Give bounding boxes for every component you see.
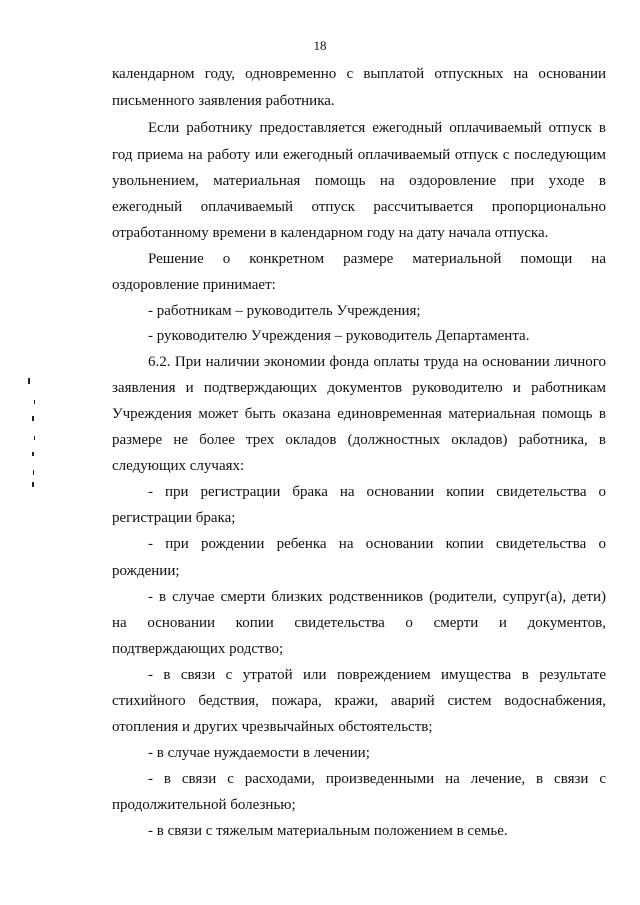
text-line: - при рождении ребенка на основании копии свидетельства о — [148, 536, 606, 552]
text-line: рождении; — [112, 563, 180, 579]
text-line: - работникам – руководитель Учреждения; — [148, 303, 421, 319]
page-number: 18 — [313, 38, 327, 53]
text-line: увольнением, материальная помощь на оздоровление при уходе в — [112, 173, 606, 189]
text-line: отработанному времени в календарном году на дату начала отпуска. — [112, 225, 549, 241]
text-line: - руководителю Учреждения – руководитель Департамента. — [148, 328, 530, 344]
text-line: регистрации брака; — [112, 510, 236, 526]
text-line: продолжительной болезнью; — [112, 797, 296, 813]
text-line: Учреждения может быть оказана единовременная материальная помощь в — [112, 406, 606, 422]
margin-scan-marks — [26, 378, 40, 488]
text-line: заявления и подтверждающих документов руководителю и работникам — [112, 380, 606, 396]
text-line: Решение о конкретном размере материальной помощи на — [148, 251, 606, 267]
text-line: письменного заявления работника. — [112, 93, 335, 109]
text-line: 6.2. При наличии экономии фонда оплаты труда на основании личного — [148, 354, 606, 370]
text-line: отопления и других чрезвычайных обстоятельств; — [112, 719, 433, 735]
text-line: - в связи с расходами, произведенными на лечение, в связи с — [148, 771, 606, 787]
text-line: год приема на работу или ежегодный оплачиваемый отпуск с последующим — [112, 147, 606, 163]
text-line: календарном году, одновременно с выплатой отпускных на основании — [112, 66, 606, 82]
text-line: - в связи с тяжелым материальным положением в семье. — [148, 823, 508, 839]
text-line: - при регистрации брака на основании копии свидетельства о — [148, 484, 606, 500]
text-line: - в случае смерти близких родственников (родители, супруг(а), дети) — [148, 589, 606, 605]
text-line: ежегодный оплачиваемый отпуск рассчитывается пропорционально — [112, 199, 606, 215]
text-line: подтверждающих родство; — [112, 641, 284, 657]
text-line: - в связи с утратой или повреждением имущества в результате — [148, 667, 606, 683]
text-line: стихийного бедствия, пожара, кражи, аварий систем водоснабжения, — [112, 693, 606, 709]
text-line: оздоровление принимает: — [112, 277, 276, 293]
text-line: следующих случаях: — [112, 458, 245, 474]
text-line: на основании копии свидетельства о смерти и документов, — [112, 615, 606, 631]
text-line: размере не более трех окладов (должностных окладов) работника, в — [112, 432, 606, 448]
text-line: Если работнику предоставляется ежегодный оплачиваемый отпуск в — [148, 120, 606, 136]
text-line: - в случае нуждаемости в лечении; — [148, 745, 370, 761]
